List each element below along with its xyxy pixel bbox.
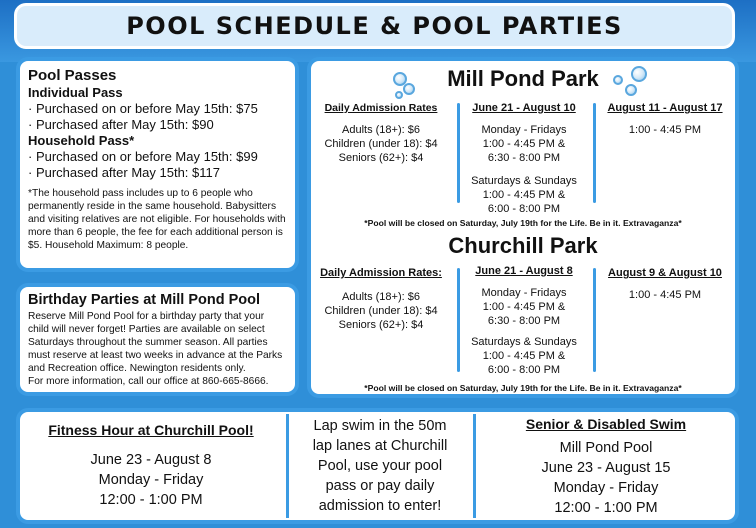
fitness-hour-line: 12:00 - 1:00 PM (99, 492, 203, 508)
churchill-weekend-label: Saturdays & Sundays (471, 336, 577, 348)
mill-pond-park-title: Mill Pond Park (447, 66, 599, 91)
household-pass-item: · Purchased after May 15th: $117 (28, 165, 220, 180)
senior-swim-line: 12:00 - 1:00 PM (554, 500, 658, 516)
mill-pond-rates-column (315, 101, 447, 165)
senior-swim-line: Mill Pond Pool (559, 440, 653, 456)
page-title: POOL SCHEDULE & POOL PARTIES (126, 12, 623, 40)
churchill-rate: Children (under 18): $4 (324, 305, 438, 317)
title-banner (14, 3, 735, 49)
mill-pond-period2-time: 1:00 - 4:45 PM (628, 124, 702, 136)
column-divider (286, 414, 289, 518)
senior-swim-title: Senior & Disabled Swim (525, 416, 687, 432)
column-divider (457, 268, 460, 372)
mill-pond-weekday-label: Monday - Fridays (481, 124, 567, 136)
churchill-period2-time: 1:00 - 4:45 PM (628, 289, 702, 301)
mill-pond-rate: Seniors (62+): $4 (338, 152, 424, 164)
senior-swim-line: Monday - Friday (553, 480, 659, 496)
mill-pond-weekend-label: Saturdays & Sundays (471, 175, 577, 187)
mill-pond-weekday-time: 6:30 - 8:00 PM (487, 152, 561, 164)
mill-pond-period2-column (597, 101, 733, 137)
lap-swim-line: pass or pay daily (325, 478, 435, 494)
churchill-rate: Adults (18+): $6 (342, 291, 420, 303)
churchill-weekday-time: 1:00 - 4:45 PM & (482, 301, 566, 313)
churchill-park-title: Churchill Park (448, 233, 598, 258)
churchill-period1-header: June 21 - August 8 (475, 265, 573, 277)
column-divider (593, 268, 596, 372)
birthday-parties-contact: For more information, call our office at 860-665-8666. (28, 376, 269, 387)
special-swims-panel (16, 408, 739, 524)
churchill-rates-header: Daily Admission Rates: (320, 267, 442, 279)
churchill-period1-column (461, 264, 587, 377)
lap-swim-line: Pool, use your pool (317, 458, 443, 474)
birthday-parties-title: Birthday Parties at Mill Pond Pool (28, 292, 261, 308)
mill-pond-weekday-time: 1:00 - 4:45 PM & (482, 138, 566, 150)
mill-pond-period1-column (461, 101, 587, 216)
column-divider (473, 414, 476, 518)
fitness-hour-line: June 23 - August 8 (90, 452, 212, 468)
churchill-rates-column (315, 266, 447, 332)
lap-swim-line: admission to enter! (318, 498, 442, 514)
churchill-weekday-label: Monday - Fridays (481, 287, 567, 299)
mill-pond-closed-note: *Pool will be closed on Saturday, July 19th for the Life. Be in it. Extravaganza* (364, 218, 682, 228)
household-pass-item: · Purchased on or before May 15th: $99 (28, 149, 258, 164)
column-divider (593, 103, 596, 203)
mill-pond-weekend-time: 6:00 - 8:00 PM (487, 203, 561, 215)
churchill-period2-column (597, 266, 733, 302)
pool-passes-title: Pool Passes (28, 67, 117, 84)
birthday-parties-panel (16, 283, 299, 396)
fitness-hour-column (20, 412, 282, 520)
fitness-hour-title: Fitness Hour at Churchill Pool! (48, 422, 254, 438)
lap-swim-line: lap lanes at Churchill (312, 438, 448, 454)
individual-pass-title: Individual Pass (28, 85, 123, 100)
churchill-rate: Seniors (62+): $4 (338, 319, 424, 331)
bubble-icon (395, 91, 403, 99)
mill-pond-period2-header: August 11 - August 17 (607, 102, 723, 114)
household-pass-title: Household Pass* (28, 133, 135, 148)
churchill-weekday-time: 6:30 - 8:00 PM (487, 315, 561, 327)
mill-pond-rate: Children (under 18): $4 (324, 138, 438, 150)
mill-pond-period1-header: June 21 - August 10 (472, 102, 576, 114)
pool-passes-panel (16, 57, 299, 272)
mill-pond-weekend-time: 1:00 - 4:45 PM & (482, 189, 566, 201)
individual-pass-item: · Purchased after May 15th: $90 (28, 117, 214, 132)
mill-pond-rate: Adults (18+): $6 (342, 124, 420, 136)
column-divider (457, 103, 460, 203)
household-pass-note: *The household pass includes up to 6 people who permanently reside in the same household. Babysitters and visiting relatives are not eligible. For households with more than 6 people, the fee for each additional person is $5. Household Maximum: 8 people. (28, 188, 286, 251)
lap-swim-column (290, 412, 470, 520)
senior-swim-line: June 23 - August 15 (541, 460, 671, 476)
birthday-parties-body: Reserve Mill Pond Pool for a birthday party that your child will never forget! Parties are available on select Saturdays throughout the summer season. All parties must reserve at least two weeks in advance at the Parks and Recreation office. Newington residents only. (28, 311, 283, 374)
mill-pond-rates-header: Daily Admission Rates (324, 102, 438, 114)
senior-swim-column (477, 412, 735, 520)
churchill-closed-note: *Pool will be closed on Saturday, July 19th for the Life. Be in it. Extravaganza* (364, 383, 682, 393)
churchill-weekend-time: 6:00 - 8:00 PM (487, 364, 561, 376)
fitness-hour-line: Monday - Friday (98, 472, 204, 488)
lap-swim-line: Lap swim in the 50m (313, 418, 447, 434)
churchill-period2-header: August 9 & August 10 (608, 267, 722, 279)
individual-pass-item: · Purchased on or before May 15th: $75 (28, 101, 258, 116)
churchill-weekend-time: 1:00 - 4:45 PM & (482, 350, 566, 362)
parks-schedule-panel (307, 57, 739, 398)
